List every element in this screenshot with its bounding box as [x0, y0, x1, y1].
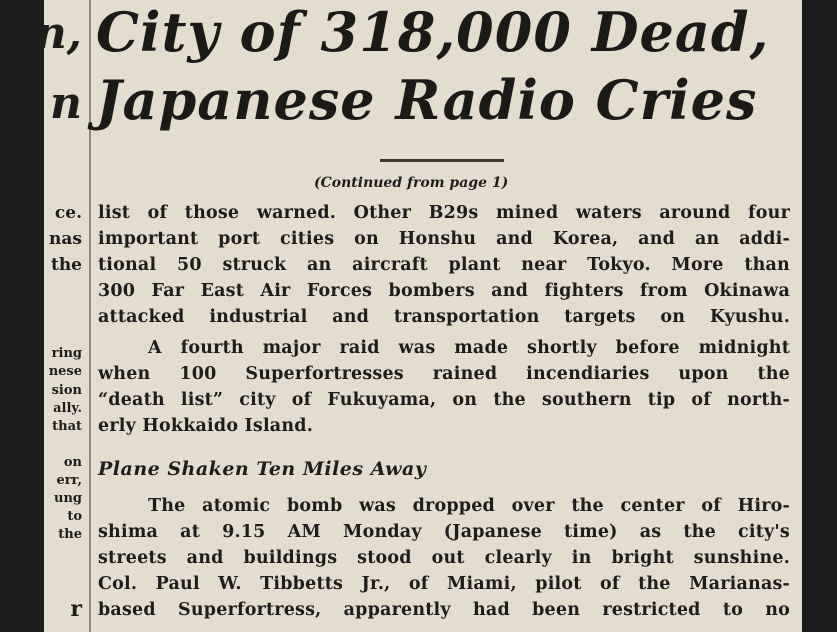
text-line: based Superfortress, apparently had been restricted to no: [98, 600, 790, 620]
headline-divider: [380, 159, 504, 162]
column-fragment: err,: [56, 473, 82, 488]
column-fragment: to: [67, 509, 82, 524]
newspaper-page: [34, 0, 802, 632]
column-fragment: the: [58, 527, 82, 542]
text-line: “death list” city of Fukuyama, on the southern tip of north-: [98, 390, 790, 410]
column-fragment: on: [63, 455, 82, 470]
text-line: important port cities on Honshu and Korea, and an addi-: [98, 229, 790, 249]
headline-line-1: City of 318,000 Dead,: [96, 0, 770, 64]
subheading: Plane Shaken Ten Miles Away: [98, 458, 427, 480]
text-line: when 100 Superfortresses rained incendiaries upon the: [98, 364, 790, 384]
column-fragment: n: [50, 78, 82, 129]
text-line: A fourth major raid was made shortly before midnight: [148, 338, 790, 358]
text-line: attacked industrial and transportation targets on Kyushu.: [98, 307, 790, 327]
column-fragment: sion: [51, 383, 82, 398]
column-fragment: the: [50, 255, 82, 275]
column-fragment: ring: [51, 346, 82, 361]
headline-line-2: Japanese Radio Cries: [96, 68, 758, 132]
column-fragment: nas: [49, 229, 82, 249]
text-line: tional 50 struck an aircraft plant near Tokyo. More than: [98, 255, 790, 275]
text-line: erly Hokkaido Island.: [98, 416, 313, 436]
text-line: streets and buildings stood out clearly in bright sunshine.: [98, 548, 790, 568]
adjacent-column: [34, 0, 88, 632]
column-fragment: r: [70, 596, 82, 622]
column-fragment: that: [52, 419, 82, 434]
text-line: list of those warned. Other B29s mined waters around four: [98, 203, 790, 223]
column-fragment: ally.: [53, 401, 82, 416]
column-fragment: ce.: [54, 203, 82, 223]
column-fragment: nese: [48, 364, 82, 379]
column-fragment: ung: [54, 491, 82, 506]
column-fragment: n,: [34, 8, 82, 59]
text-line: Col. Paul W. Tibbetts Jr., of Miami, pilot of the Marianas-: [98, 574, 790, 594]
text-line: The atomic bomb was dropped over the center of Hiro-: [148, 496, 790, 516]
text-line: 300 Far East Air Forces bombers and fighters from Okinawa: [98, 281, 790, 301]
column-rule: [89, 0, 91, 632]
text-line: shima at 9.15 AM Monday (Japanese time) as the city's: [98, 522, 790, 542]
continued-note: (Continued from page 1): [314, 175, 509, 191]
